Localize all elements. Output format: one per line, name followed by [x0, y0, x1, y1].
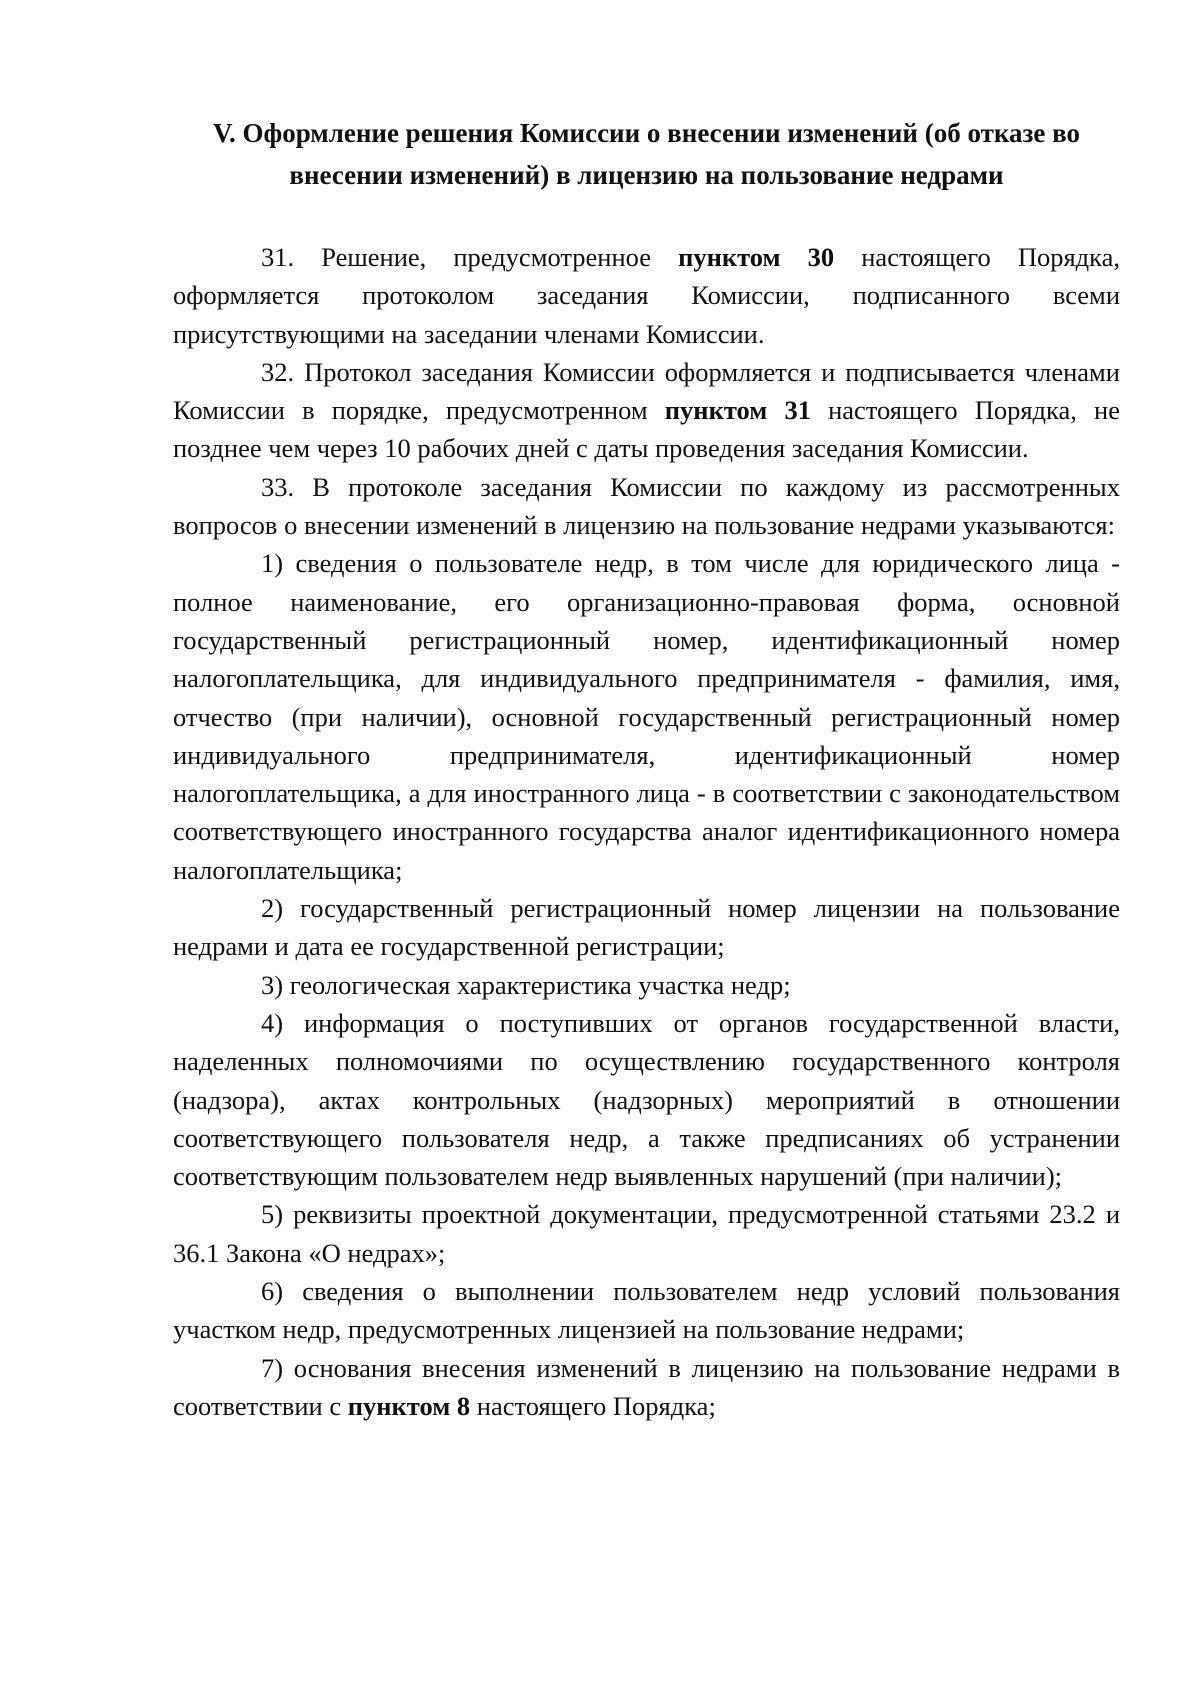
list-item-4: 4) информация о поступивших от органов государственной власти, наделенных полномочиями по осуществлению государственного контроля (надзора), актах контрольных (надзорных) мероприятий в отношении соответствующего пользователя недр, а также предписаниях об устранении соответствующим пользователем недр выявленных нарушений (при наличии); — [173, 1007, 1120, 1192]
list-item-2: 2) государственный регистрационный номер лицензии на пользование недрами и дата ее государственной регистрации; — [173, 893, 1120, 962]
paragraph-32-text-a: 32. Протокол заседания Комиссии оформляется и подписывается членами Комиссии в порядке, предусмотренном — [173, 356, 1120, 426]
list-item-7-text-a: 7) основания внесения изменений в лицензию на пользование недрами в соответствии с — [173, 1352, 1120, 1421]
paragraph-32 — [173, 353, 1120, 468]
list-item-7 — [173, 1349, 1120, 1426]
reference-point-31: пунктом 31 — [664, 395, 811, 426]
list-item-7-text-c: настоящего Порядка; — [470, 1390, 716, 1421]
list-item-5: 5) реквизиты проектной документации, предусмотренной статьями 23.2 и 36.1 Закона «О недрах»; — [173, 1199, 1120, 1268]
paragraph-31-text-c: настоящего Порядка, оформляется протоколом заседания Комиссии, подписанного всеми присутствующими на заседании членами Комиссии. — [173, 242, 1120, 349]
list-item-3: 3) геологическая характеристика участка недр; — [261, 969, 791, 1000]
paragraph-32-text-c: настоящего Порядка, не позднее чем через 10 рабочих дней с даты проведения заседания Комиссии. — [173, 395, 1120, 464]
document-page — [173, 112, 1120, 1425]
paragraph-31-text-a: 31. Решение, предусмотренное — [261, 242, 679, 272]
reference-point-30: пунктом 30 — [678, 242, 835, 272]
section-heading — [173, 112, 1120, 196]
section-heading-line-2: внесении изменений) в лицензию на пользование недрами — [289, 160, 1004, 190]
paragraph-33: 33. В протоколе заседания Комиссии по каждому из рассмотренных вопросов о внесении изменений в лицензию на пользование недрами указываются: — [173, 471, 1120, 541]
reference-point-8: пунктом 8 — [347, 1390, 471, 1421]
list-item-6: 6) сведения о выполнении пользователем недр условий пользования участком недр, предусмотренных лицензией на пользование недрами; — [173, 1276, 1120, 1345]
paragraph-31 — [173, 238, 1120, 353]
section-heading-line-1: V. Оформление решения Комиссии о внесении изменений (об отказе во — [213, 118, 1080, 148]
list-item-1: 1) сведения о пользователе недр, в том числе для юридического лица - полное наименование, его организационно-правовая форма, основной государственный регистрационный номер, идентификационный номер налогоплательщика, для индивидуального предпринимателя - фамилия, имя, отчество (при наличии), основной государственный регистрационный номер индивидуального предпринимателя, идентификационный номер налогоплательщика, а для иностранного лица - в соответствии с законодательством соответствующего иностранного государства аналог идентификационного номера налогоплательщика; — [173, 548, 1120, 885]
